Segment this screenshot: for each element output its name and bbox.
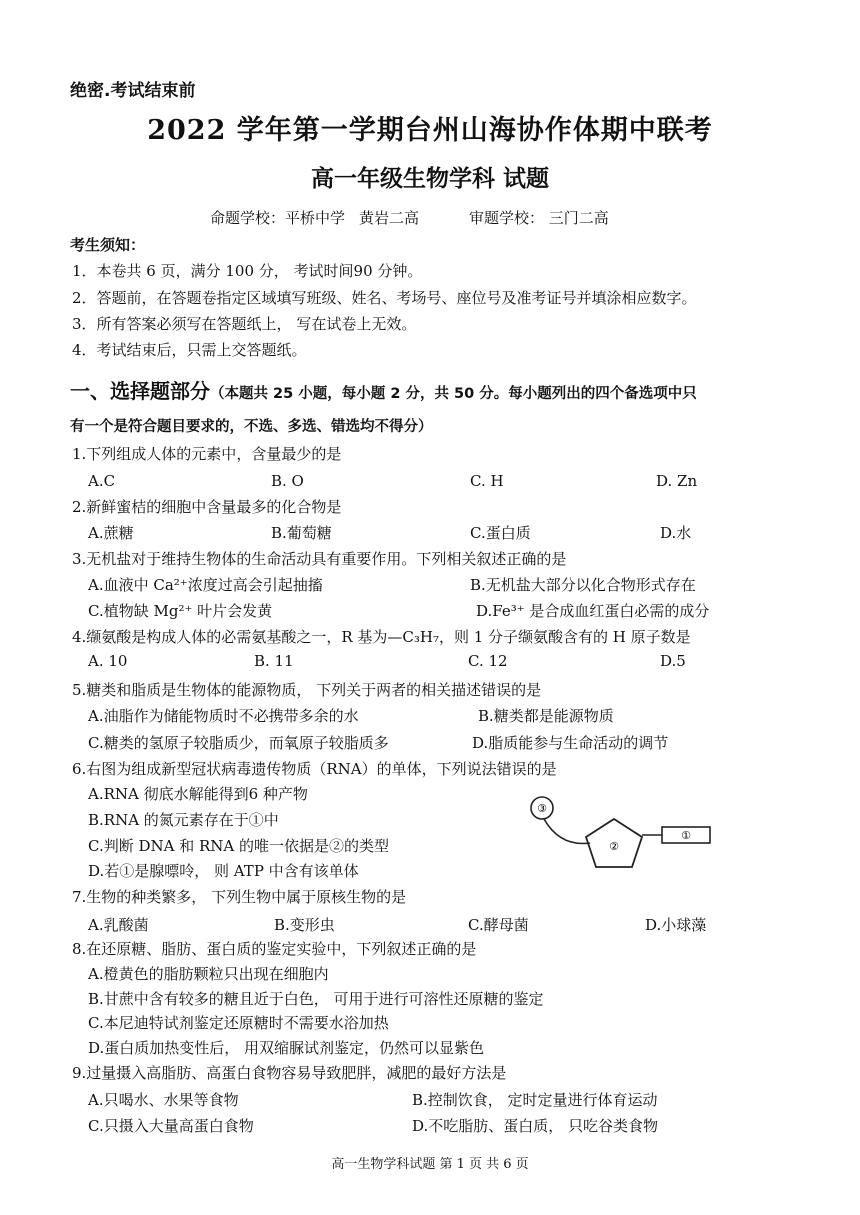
exam-title: 2022 学年第一学期台州山海协作体期中联考 [147, 115, 713, 146]
question-stem: 3.无机盐对于维持生物体的生命活动具有重要作用。下列相关叙述正确的是 [72, 550, 567, 568]
option: B.无机盐大部分以化合物形式存在 [470, 576, 696, 594]
question-stem: 9.过量摄入高脂肪、高蛋白食物容易导致肥胖，减肥的最好方法是 [72, 1064, 507, 1082]
option: B.甘蔗中含有较多的糖且近于白色， 可用于进行可溶性还原糖的鉴定 [88, 990, 544, 1008]
schools-line [210, 207, 609, 228]
option: C. H [470, 472, 504, 490]
section-heading [70, 375, 697, 404]
option: A.只喝水、水果等食物 [88, 1091, 239, 1109]
notice-item: 4．考试结束后，只需上交答题纸。 [72, 341, 307, 359]
option: B.控制饮食， 定时定量进行体育运动 [412, 1091, 658, 1109]
option: A. 10 [88, 652, 128, 670]
option: A.蔗糖 [88, 524, 134, 542]
option: B.糖类都是能源物质 [478, 707, 614, 725]
notice-item: 2．答题前，在答题卷指定区域填写班级、姓名、考场号、座位号及准考证号并填涂相应数字。 [72, 289, 697, 307]
option: A.油脂作为储能物质时不必携带多余的水 [88, 707, 359, 725]
question-stem: 7.生物的种类繁多， 下列生物中属于原核生物的是 [72, 888, 407, 906]
option: A.橙黄色的脂肪颗粒只出现在细胞内 [88, 965, 329, 983]
option: B.RNA 的氮元素存在于①中 [88, 811, 279, 829]
question-stem: 6.右图为组成新型冠状病毒遗传物质（RNA）的单体，下列说法错误的是 [72, 760, 557, 778]
label-1: ① [681, 829, 691, 842]
notice-item: 3．所有答案必须写在答题纸上， 写在试卷上无效。 [72, 315, 417, 333]
option: D.蛋白质加热变性后， 用双缩脲试剂鉴定，仍然可以显紫色 [88, 1039, 485, 1057]
option: C.判断 DNA 和 RNA 的唯一依据是②的类型 [88, 837, 390, 855]
notice-item: 1．本卷共 6 页，满分 100 分， 考试时间90 分钟。 [72, 262, 423, 280]
option: A.乳酸菌 [88, 916, 149, 934]
secret-label: 绝密.考试结束前 [70, 81, 196, 101]
label-3: ③ [537, 802, 547, 815]
proposer-schools: 命题学校：平桥中学 [210, 209, 346, 227]
option: D.小球藻 [645, 916, 707, 934]
question-stem: 8.在还原糖、脂肪、蛋白质的鉴定实验中，下列叙述正确的是 [72, 940, 477, 958]
option: C.本尼迪特试剂鉴定还原糖时不需要水浴加热 [88, 1014, 389, 1032]
notice-heading: 考生须知： [70, 236, 146, 254]
label-2: ② [609, 840, 619, 853]
option: D. Zn [656, 472, 698, 490]
rna-monomer-diagram [520, 795, 720, 875]
option: C.蛋白质 [470, 524, 531, 542]
option: D.5 [660, 652, 686, 670]
option: D.脂质能参与生命活动的调节 [472, 734, 669, 752]
option: A.血液中 Ca²⁺浓度过高会引起抽搐 [88, 576, 323, 594]
question-stem: 2.新鲜蜜桔的细胞中含量最多的化合物是 [72, 498, 342, 516]
option: D.不吃脂肪、蛋白质， 只吃谷类食物 [412, 1117, 659, 1135]
option: B. O [271, 472, 304, 490]
page-footer: 高一生物学科试题 第 1 页 共 6 页 [331, 1157, 529, 1172]
question-stem: 4.缬氨酸是构成人体的必需氨基酸之一，R 基为—C₃H₇，则 1 分子缬氨酸含有的 H 原子数是 [72, 628, 691, 646]
section-desc-2: 有一个是符合题目要求的，不选、多选、错选均不得分） [70, 419, 433, 435]
option: A.RNA 彻底水解能得到6 种产物 [88, 785, 308, 803]
review-school: 审题学校： 三门二高 [469, 209, 609, 227]
option: C.只摄入大量高蛋白食物 [88, 1117, 254, 1135]
section-title: 一、选择题部分 [70, 379, 210, 403]
option: C. 12 [468, 652, 508, 670]
option: C.植物缺 Mg²⁺ 叶片会发黄 [88, 602, 273, 620]
question-stem: 1.下列组成人体的元素中，含量最少的是 [72, 445, 342, 463]
question-stem: 5.糖类和脂质是生物体的能源物质， 下列关于两者的相关描述错误的是 [72, 681, 542, 699]
option: C.糖类的氢原子较脂质少，而氧原子较脂质多 [88, 734, 389, 752]
option: D.水 [660, 524, 692, 542]
option: B.变形虫 [274, 916, 335, 934]
option: C.酵母菌 [468, 916, 529, 934]
section-desc: （本题共 25 小题，每小题 2 分，共 50 分。每小题列出的四个备选项中只 [210, 386, 697, 402]
bond-line-1 [544, 819, 590, 844]
proposer-school-2: 黄岩二高 [359, 209, 420, 227]
option: A.C [88, 472, 116, 490]
option: D.Fe³⁺ 是合成血红蛋白必需的成分 [476, 602, 710, 620]
exam-subtitle: 高一年级生物学科 试题 [310, 165, 549, 192]
option: B.葡萄糖 [271, 524, 332, 542]
option: D.若①是腺嘌呤， 则 ATP 中含有该单体 [88, 862, 359, 880]
option: B. 11 [254, 652, 294, 670]
